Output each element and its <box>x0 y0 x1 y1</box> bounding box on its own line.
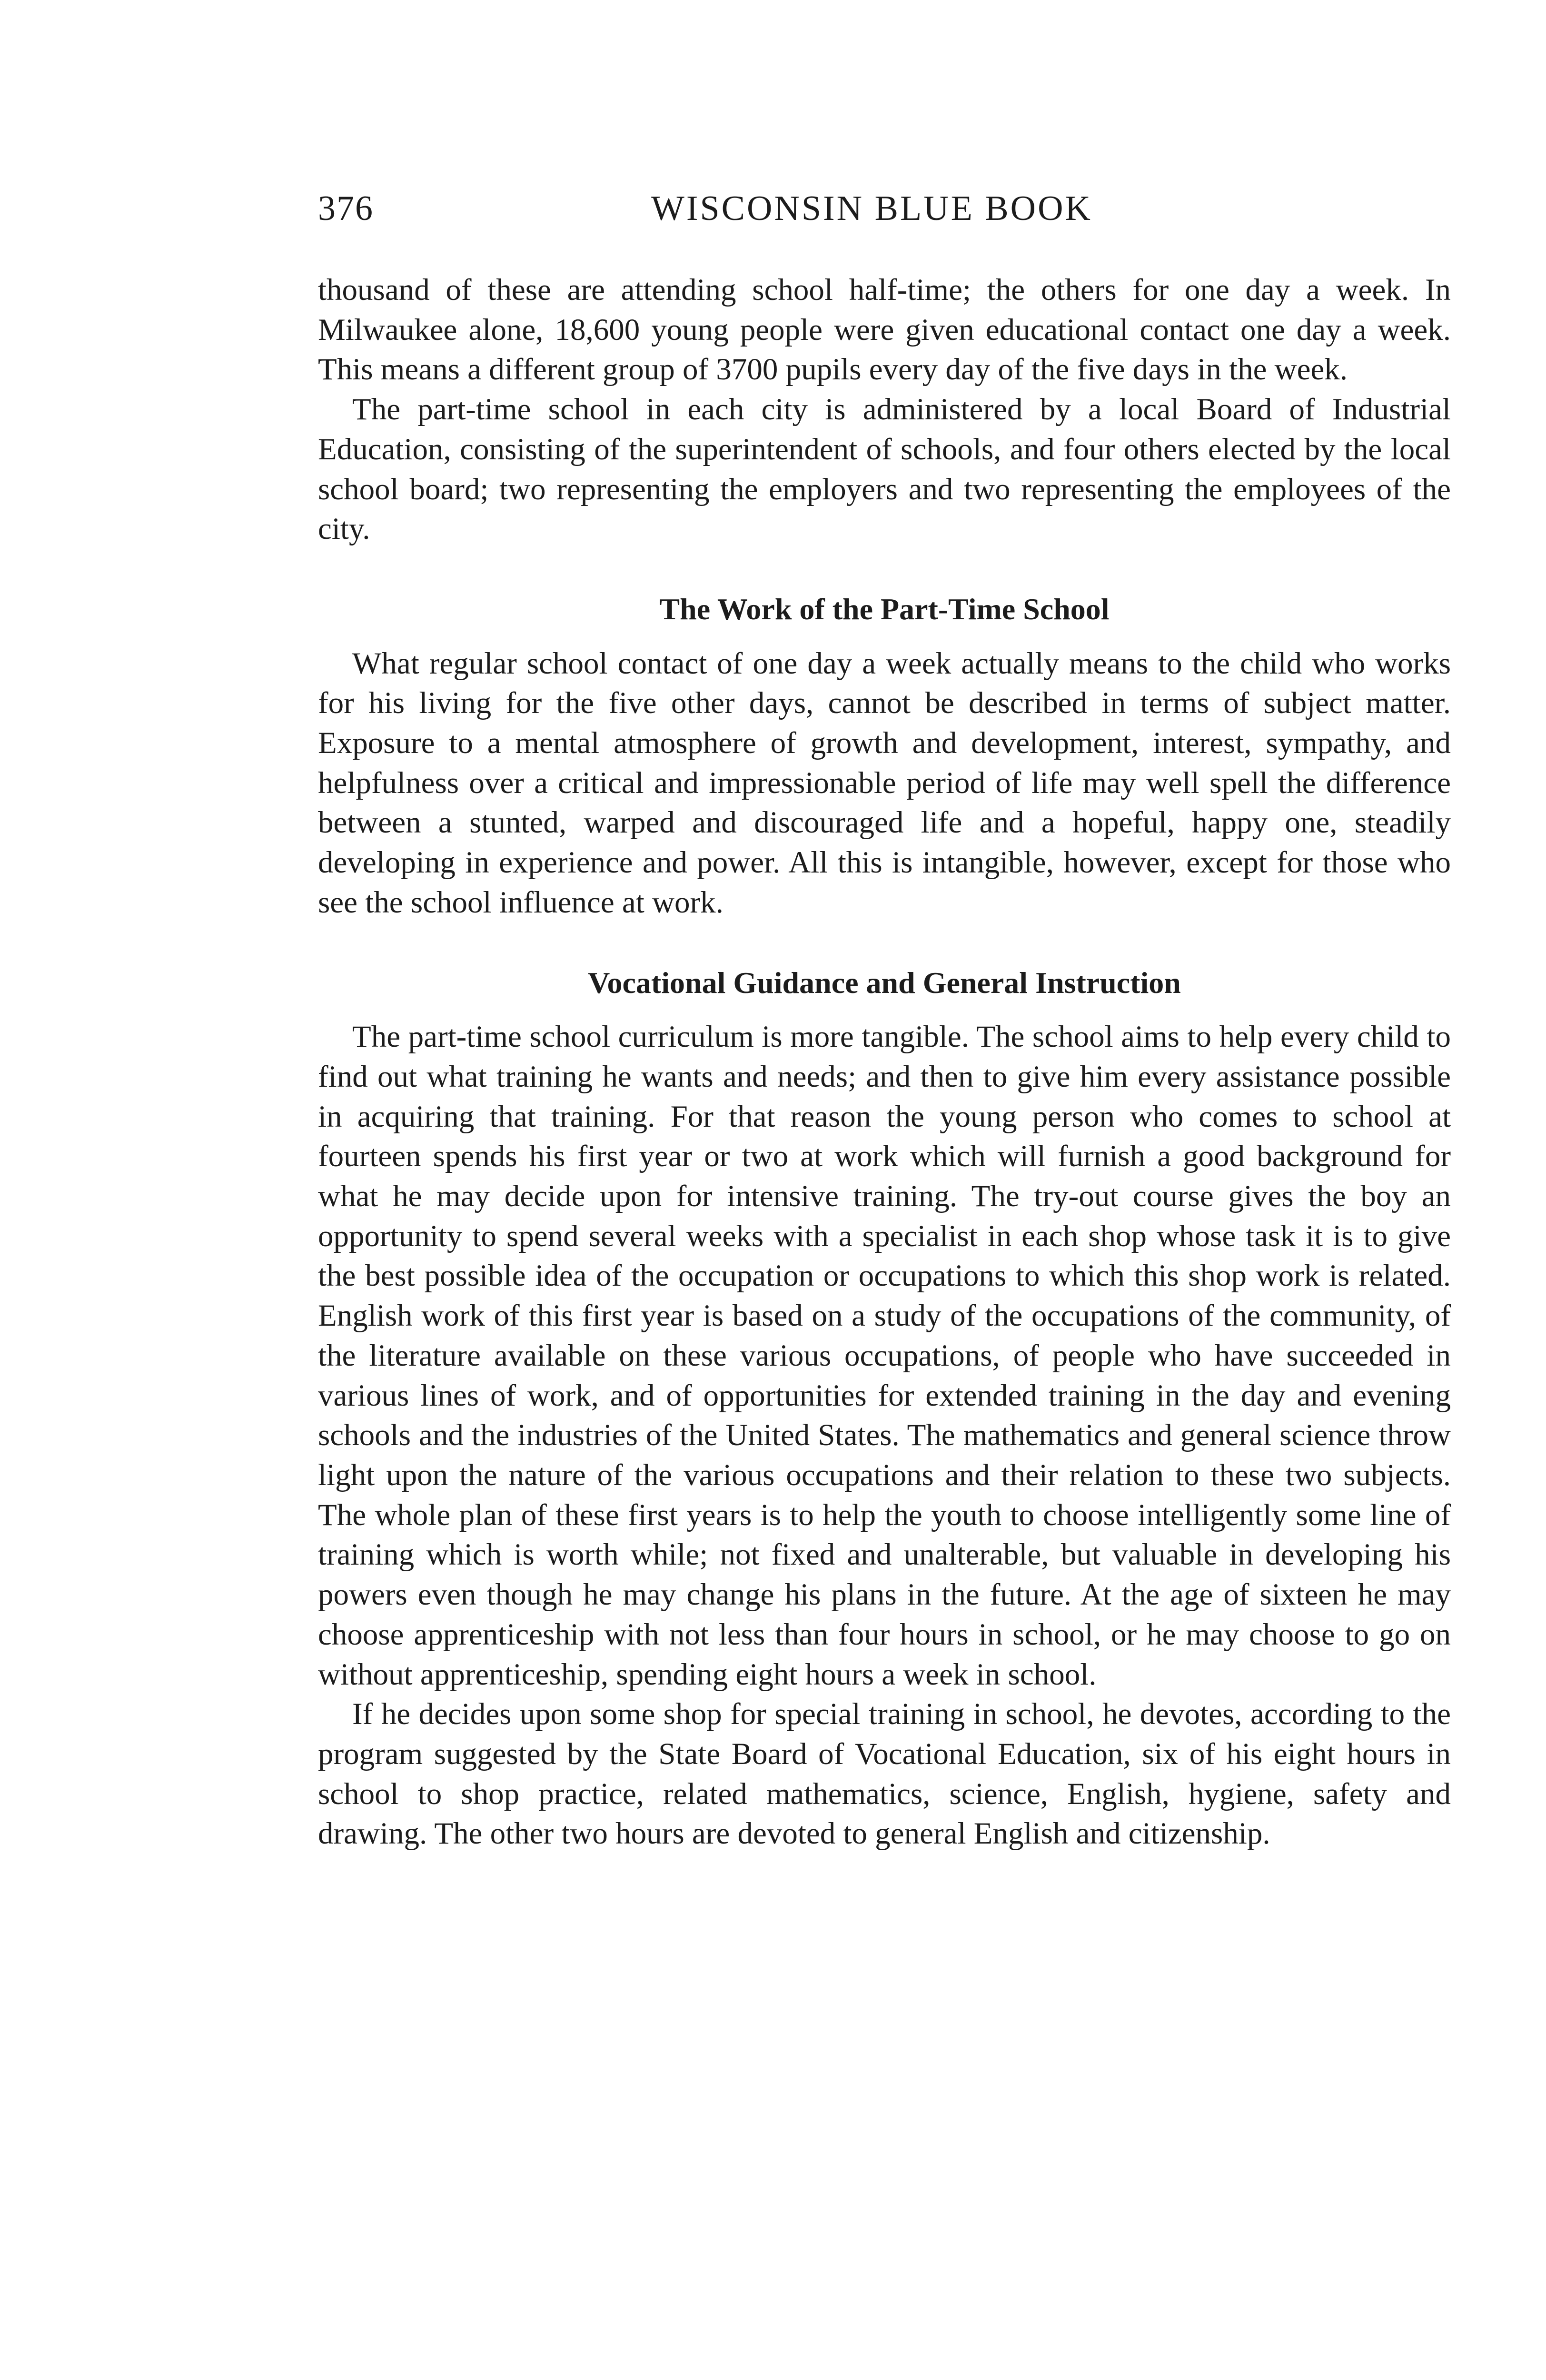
section-heading-part-time-school: The Work of the Part-Time School <box>659 592 1110 626</box>
body-text <box>318 270 1451 1854</box>
running-title: WISCONSIN BLUE BOOK <box>651 189 1092 228</box>
paragraph-school-contact: What regular school contact of one day a week actually means to the child who works for his living for the five other days, cannot be described in terms of subject matter. Exposure to a mental atmosphere of growth and development, interest, sympathy, and helpfulness over a critical and impressionable period of life may well spell the difference between a stunted, warped and discouraged life and a hopeful, happy one, steadily developing in experience and power. All this is intangible, however, except for those who see the school influence at work. <box>318 646 1451 920</box>
page-number: 376 <box>318 189 374 228</box>
paragraph-board-of-education: The part-time school in each city is administered by a local Board of Industrial Education, consisting of the superintendent of schools, and four others elected by the local school board; two representing the employers and two representing the employees of the city. <box>318 392 1451 546</box>
paragraph-curriculum: The part-time school curriculum is more tangible. The school aims to help every child to find out what training he wants and needs; and then to give him every assistance possible in acquiring that training. For that reason the young person who comes to school at fourteen spends his first year or two at work which will furnish a good background for what he may decide upon for intensive training. The try-out course gives the boy an opportunity to spend several weeks with a specialist in each shop whose task it is to give the best possible idea of the occupation or occupations to which this shop work is related. English work of this first year is based on a study of the occupations of the community, of the literature available on these various occupations, of people who have succeeded in various lines of work, and of opportunities for extended training in the day and evening schools and the industries of the United States. The mathematics and general science throw light upon the nature of the various occupations and their relation to these two subjects. The whole plan of these first years is to help the youth to choose intelligently some line of training which is worth while; not fixed and unalterable, but valuable in developing his powers even though he may change his plans in the future. At the age of sixteen he may choose apprenticeship with not less than four hours in school, or he may choose to go on without apprenticeship, spending eight hours a week in school. <box>318 1020 1451 1692</box>
paragraph-special-training: If he decides upon some shop for special training in school, he devotes, according to the program suggested by the State Board of Vocational Education, six of his eight hours in school to shop practice, related mathematics, science, English, hygiene, safety and drawing. The other two hours are devoted to general English and citizenship. <box>318 1697 1451 1851</box>
section-heading-vocational-guidance: Vocational Guidance and General Instruction <box>588 965 1181 1000</box>
paragraph-continued: thousand of these are attending school half-time; the others for one day a week. In Milwaukee alone, 18,600 young people were given educational contact one day a week. This means a different group of 3700 pupils every day of the five days in the week. <box>318 273 1451 387</box>
running-head <box>318 180 1127 237</box>
